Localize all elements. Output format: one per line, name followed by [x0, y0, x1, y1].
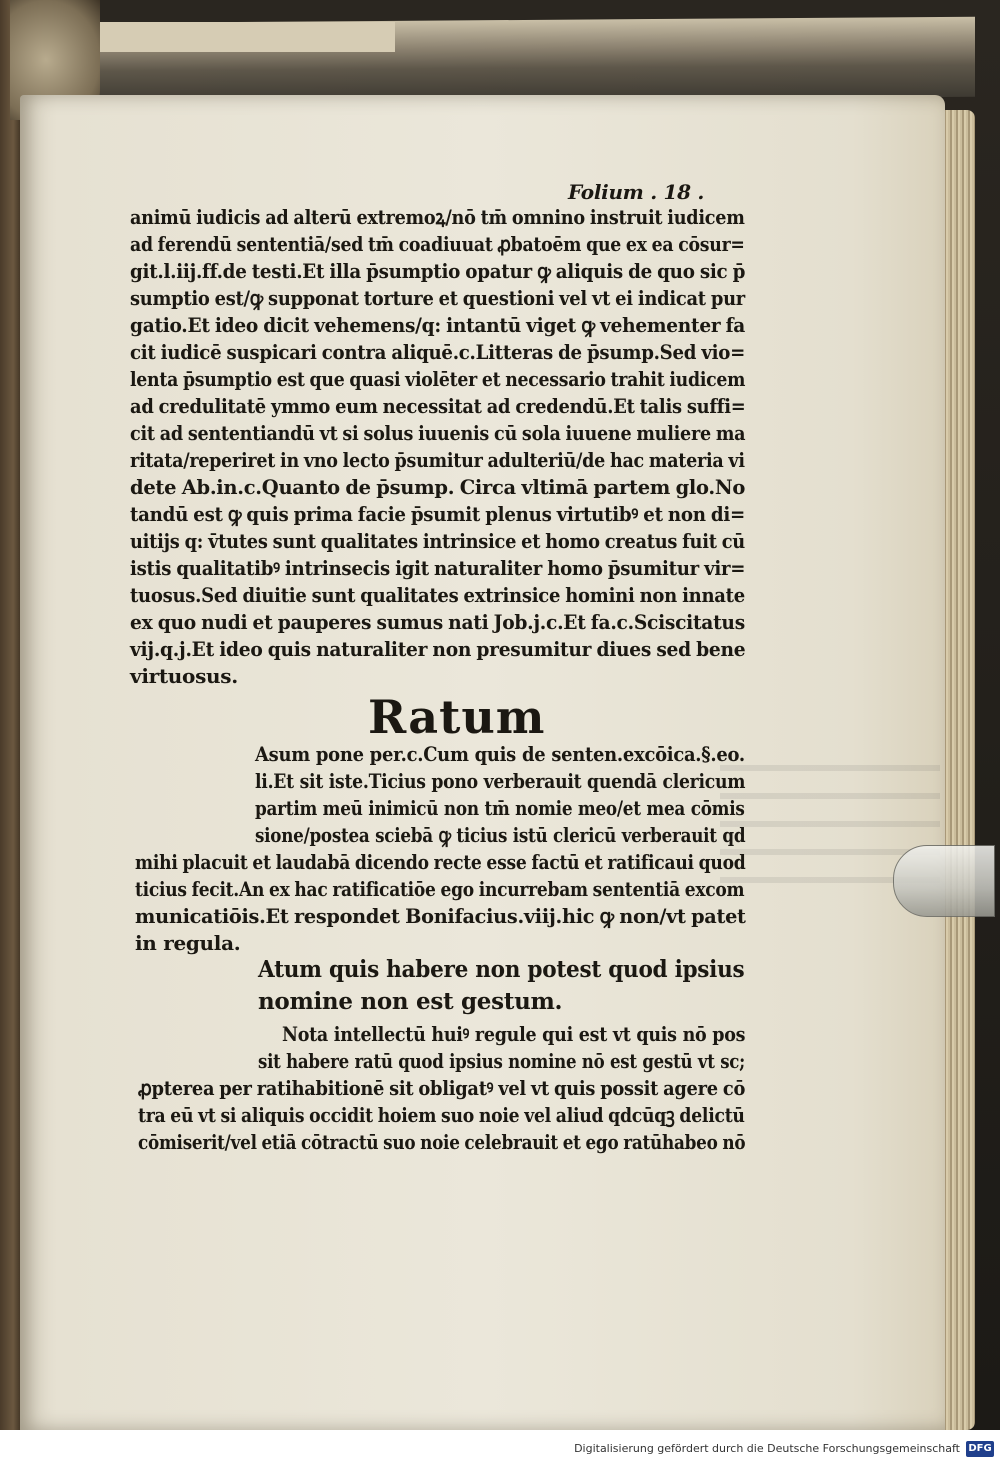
text-line: in regula. — [135, 931, 241, 955]
bookmark-tab — [893, 845, 995, 917]
text-line: Nota intellectū huiꝰ regule qui est vt quis nō pos — [282, 1022, 746, 1046]
text-line: cit iudicē suspicari contra aliquē.c.Litteras de p̄sump.Sed vio= — [130, 340, 746, 364]
text-line: lenta p̄sumptio est que quasi violēter et necessario trahit iudicem — [130, 367, 746, 391]
text-line: ticius fecit.An ex hac ratificatiōe ego incurrebam sententiā excom — [135, 877, 745, 901]
rule-line: Atum quis habere non potest quod ipsius — [258, 956, 745, 983]
text-line: partim meū inimicū non tm̄ nomie meo/et mea cōmis — [255, 796, 745, 820]
text-line: ritata/reperiret in vno lecto p̄sumitur adulteriū/de hac materia vi — [130, 448, 745, 472]
text-line: virtuosus. — [130, 664, 238, 688]
text-line: cōmiserit/vel etiā cōtractū suo noie celebrauit et ego ratūhabeo nō — [138, 1130, 746, 1154]
text-line: tra eū vt si aliquis occidit hoiem suo noie vel aliud qdcūqꝫ delictū — [138, 1103, 745, 1127]
text-line: sione/postea sciebā ꝙ ticius istū clericū verberauit qd — [255, 823, 746, 847]
left-binding-board — [0, 0, 22, 1430]
text-line: ad credulitatē ymmo eum necessitat ad credendū.Et talis suffi= — [130, 394, 746, 418]
text-line: ꝓpterea per ratihabitionē sit obligatꝰ vel vt quis possit agere cō — [138, 1076, 746, 1100]
text-line: ex quo nudi et pauperes sumus nati Job.j.c.Et fa.c.Sciscitatus — [130, 610, 745, 634]
text-line: gatio.Et ideo dicit vehemens/q: intantū viget ꝙ vehementer fa — [130, 313, 746, 337]
text-line: Asum pone per.c.Cum quis de senten.excōica.§.eo. — [255, 742, 745, 766]
funding-credit: Digitalisierung gefördert durch die Deutsche Forschungsgemeinschaft — [574, 1442, 960, 1455]
dfg-logo: DFG — [966, 1441, 994, 1457]
text-line: git.l.iij.ff.de testi.Et illa p̄sumptio opatur ꝙ aliquis de quo sic p̄ — [130, 259, 746, 283]
folio-number: Folium . 18 . — [568, 180, 705, 204]
rule-line: nomine non est gestum. — [258, 988, 563, 1015]
text-line: ad ferendū sententiā/sed tm̄ coadiuuat ꝓbatoēm que ex ea cōsur= — [130, 232, 745, 256]
text-line: mihi placuit et laudabā dicendo recte esse factū et ratificaui quod — [135, 850, 746, 874]
text-line: dete Ab.in.c.Quanto de p̄sump. Circa vltimā partem glo.No — [130, 475, 746, 499]
text-line: tuosus.Sed diuitie sunt qualitates extrinsice homini non innate — [130, 583, 745, 607]
book-top-highlight — [95, 22, 395, 52]
text-line: cit ad sententiandū vt si solus iuuenis cū sola iuuene muliere ma — [130, 421, 746, 445]
text-line: vij.q.j.Et ideo quis naturaliter non presumitur diues sed bene — [130, 637, 746, 661]
text-line: tandū est ꝙ quis prima facie p̄sumit plenus virtutibꝰ et non di= — [130, 502, 745, 526]
digitization-footer — [0, 1430, 1000, 1471]
section-heading: Ratum — [368, 690, 546, 744]
text-line: municatiōis.Et respondet Bonifacius.viij.hic ꝙ non/vt patet — [135, 904, 746, 928]
text-line: li.Et sit iste.Ticius pono verberauit quendā clericum — [255, 769, 746, 793]
text-line: sit habere ratū quod ipsius nomine nō est gestū vt sc; — [258, 1049, 746, 1073]
text-line: animū iudicis ad alterū extremoꝝ/nō tm̄ omnino instruit iudicem — [130, 205, 745, 229]
text-line: uitijs q: v̄tutes sunt qualitates intrinsice et homo creatus fuit cū — [130, 529, 745, 553]
text-line: istis qualitatibꝰ intrinsecis igit naturaliter homo p̄sumitur vir= — [130, 556, 746, 580]
text-line: sumptio est/ꝙ supponat torture et questioni vel vt ei indicat pur — [130, 286, 745, 310]
